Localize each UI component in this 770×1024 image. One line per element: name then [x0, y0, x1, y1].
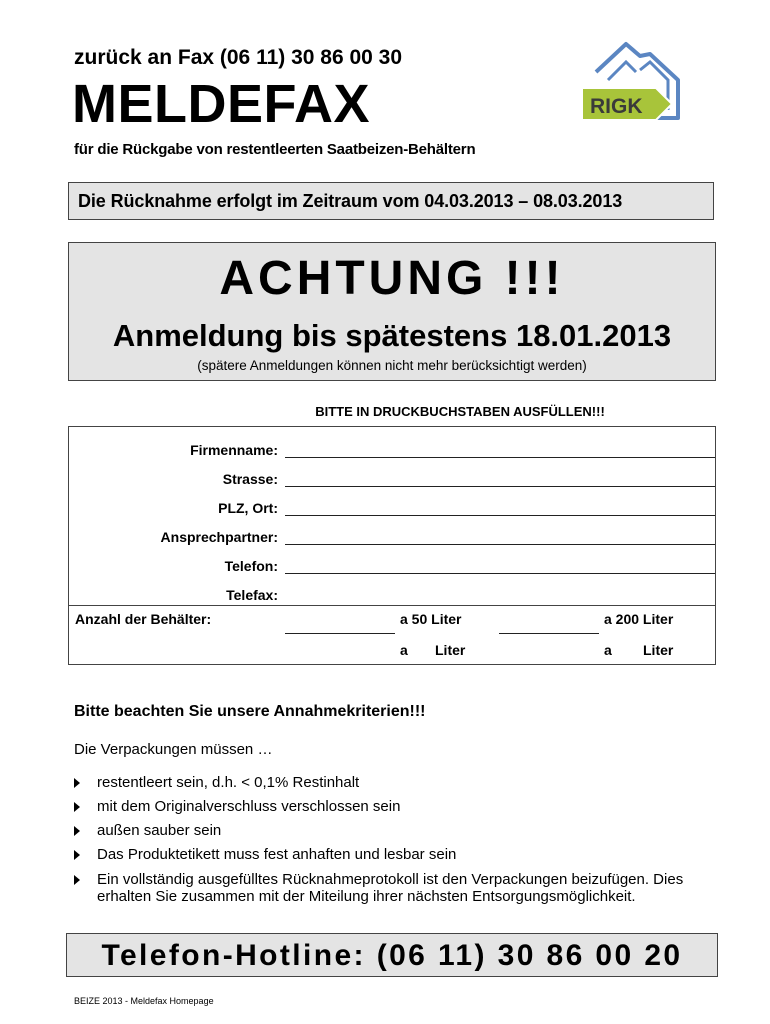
deadline-note: (spätere Anmeldungen können nicht mehr berücksichtigt werden) [197, 358, 587, 373]
return-period-text: Die Rücknahme erfolgt im Zeitraum vom 04.03.2013 – 08.03.2013 [78, 191, 623, 211]
company-name-field[interactable] [285, 457, 715, 458]
registration-form [68, 426, 716, 665]
contact-person-label: Ansprechpartner: [160, 529, 278, 545]
footer-text: BEIZE 2013 - Meldefax Homepage [74, 996, 214, 1006]
criteria-item-text: mit dem Originalverschluss verschlossen sein [97, 798, 401, 815]
postal-city-label: PLZ, Ort: [218, 500, 278, 516]
bullet-arrow-icon [74, 826, 80, 836]
fax-number-line: zurück an Fax (06 11) 30 86 00 30 [74, 46, 403, 69]
unit-a-200: a [604, 642, 612, 658]
unit-liter-50: Liter [435, 642, 466, 658]
telephone-label: Telefon: [224, 558, 278, 574]
count-50-field[interactable] [285, 633, 395, 634]
unit-a-50: a [400, 642, 408, 658]
criteria-item-text: restentleert sein, d.h. < 0,1% Restinhalt [97, 774, 360, 791]
street-label: Strasse: [222, 471, 278, 487]
criteria-intro: Die Verpackungen müssen … [74, 741, 273, 758]
page-subtitle: für die Rückgabe von restentleerten Saatbeizen-Behältern [74, 141, 476, 158]
company-name-label: Firmenname: [190, 442, 278, 458]
hotline-number: Telefon-Hotline: (06 11) 30 86 00 20 [101, 939, 683, 972]
form-instruction: BITTE IN DRUCKBUCHSTABEN AUSFÜLLEN!!! [315, 404, 605, 419]
criteria-heading: Bitte beachten Sie unsere Annahmekriterien!!! [74, 703, 426, 720]
size-50-label: a 50 Liter [400, 611, 462, 627]
telefax-label: Telefax: [226, 587, 278, 603]
form-divider [69, 605, 715, 606]
container-count-label: Anzahl der Behälter: [75, 611, 212, 627]
contact-person-field[interactable] [285, 544, 715, 545]
bullet-arrow-icon [74, 875, 80, 885]
page-title: MELDEFAX [72, 74, 371, 134]
criteria-item-text: Das Produktetikett muss fest anhaften und lesbar sein [97, 846, 457, 863]
street-field[interactable] [285, 486, 715, 487]
telephone-field[interactable] [285, 573, 715, 574]
notice-box [68, 242, 716, 381]
bullet-arrow-icon [74, 778, 80, 788]
bullet-arrow-icon [74, 850, 80, 860]
criteria-item-text: Ein vollständig ausgefülltes Rücknahmeprotokoll ist den Verpackungen beizufügen. Dies erhalten Sie zusammen mit der Miteilung ihrer nächsten Entsorgungsmöglichkeit. [97, 871, 684, 905]
achtung-heading: ACHTUNG !!! [219, 252, 565, 305]
unit-liter-200: Liter [643, 642, 674, 658]
logo-text: RIGK [590, 95, 643, 118]
return-period-box [68, 182, 714, 220]
bullet-arrow-icon [74, 802, 80, 812]
postal-city-field[interactable] [285, 515, 715, 516]
rigk-logo [578, 40, 688, 124]
count-200-field[interactable] [499, 633, 599, 634]
criteria-item-text: außen sauber sein [97, 822, 222, 839]
registration-deadline: Anmeldung bis spätestens 18.01.2013 [112, 318, 672, 353]
size-200-label: a 200 Liter [604, 611, 674, 627]
hotline-box [66, 933, 718, 977]
